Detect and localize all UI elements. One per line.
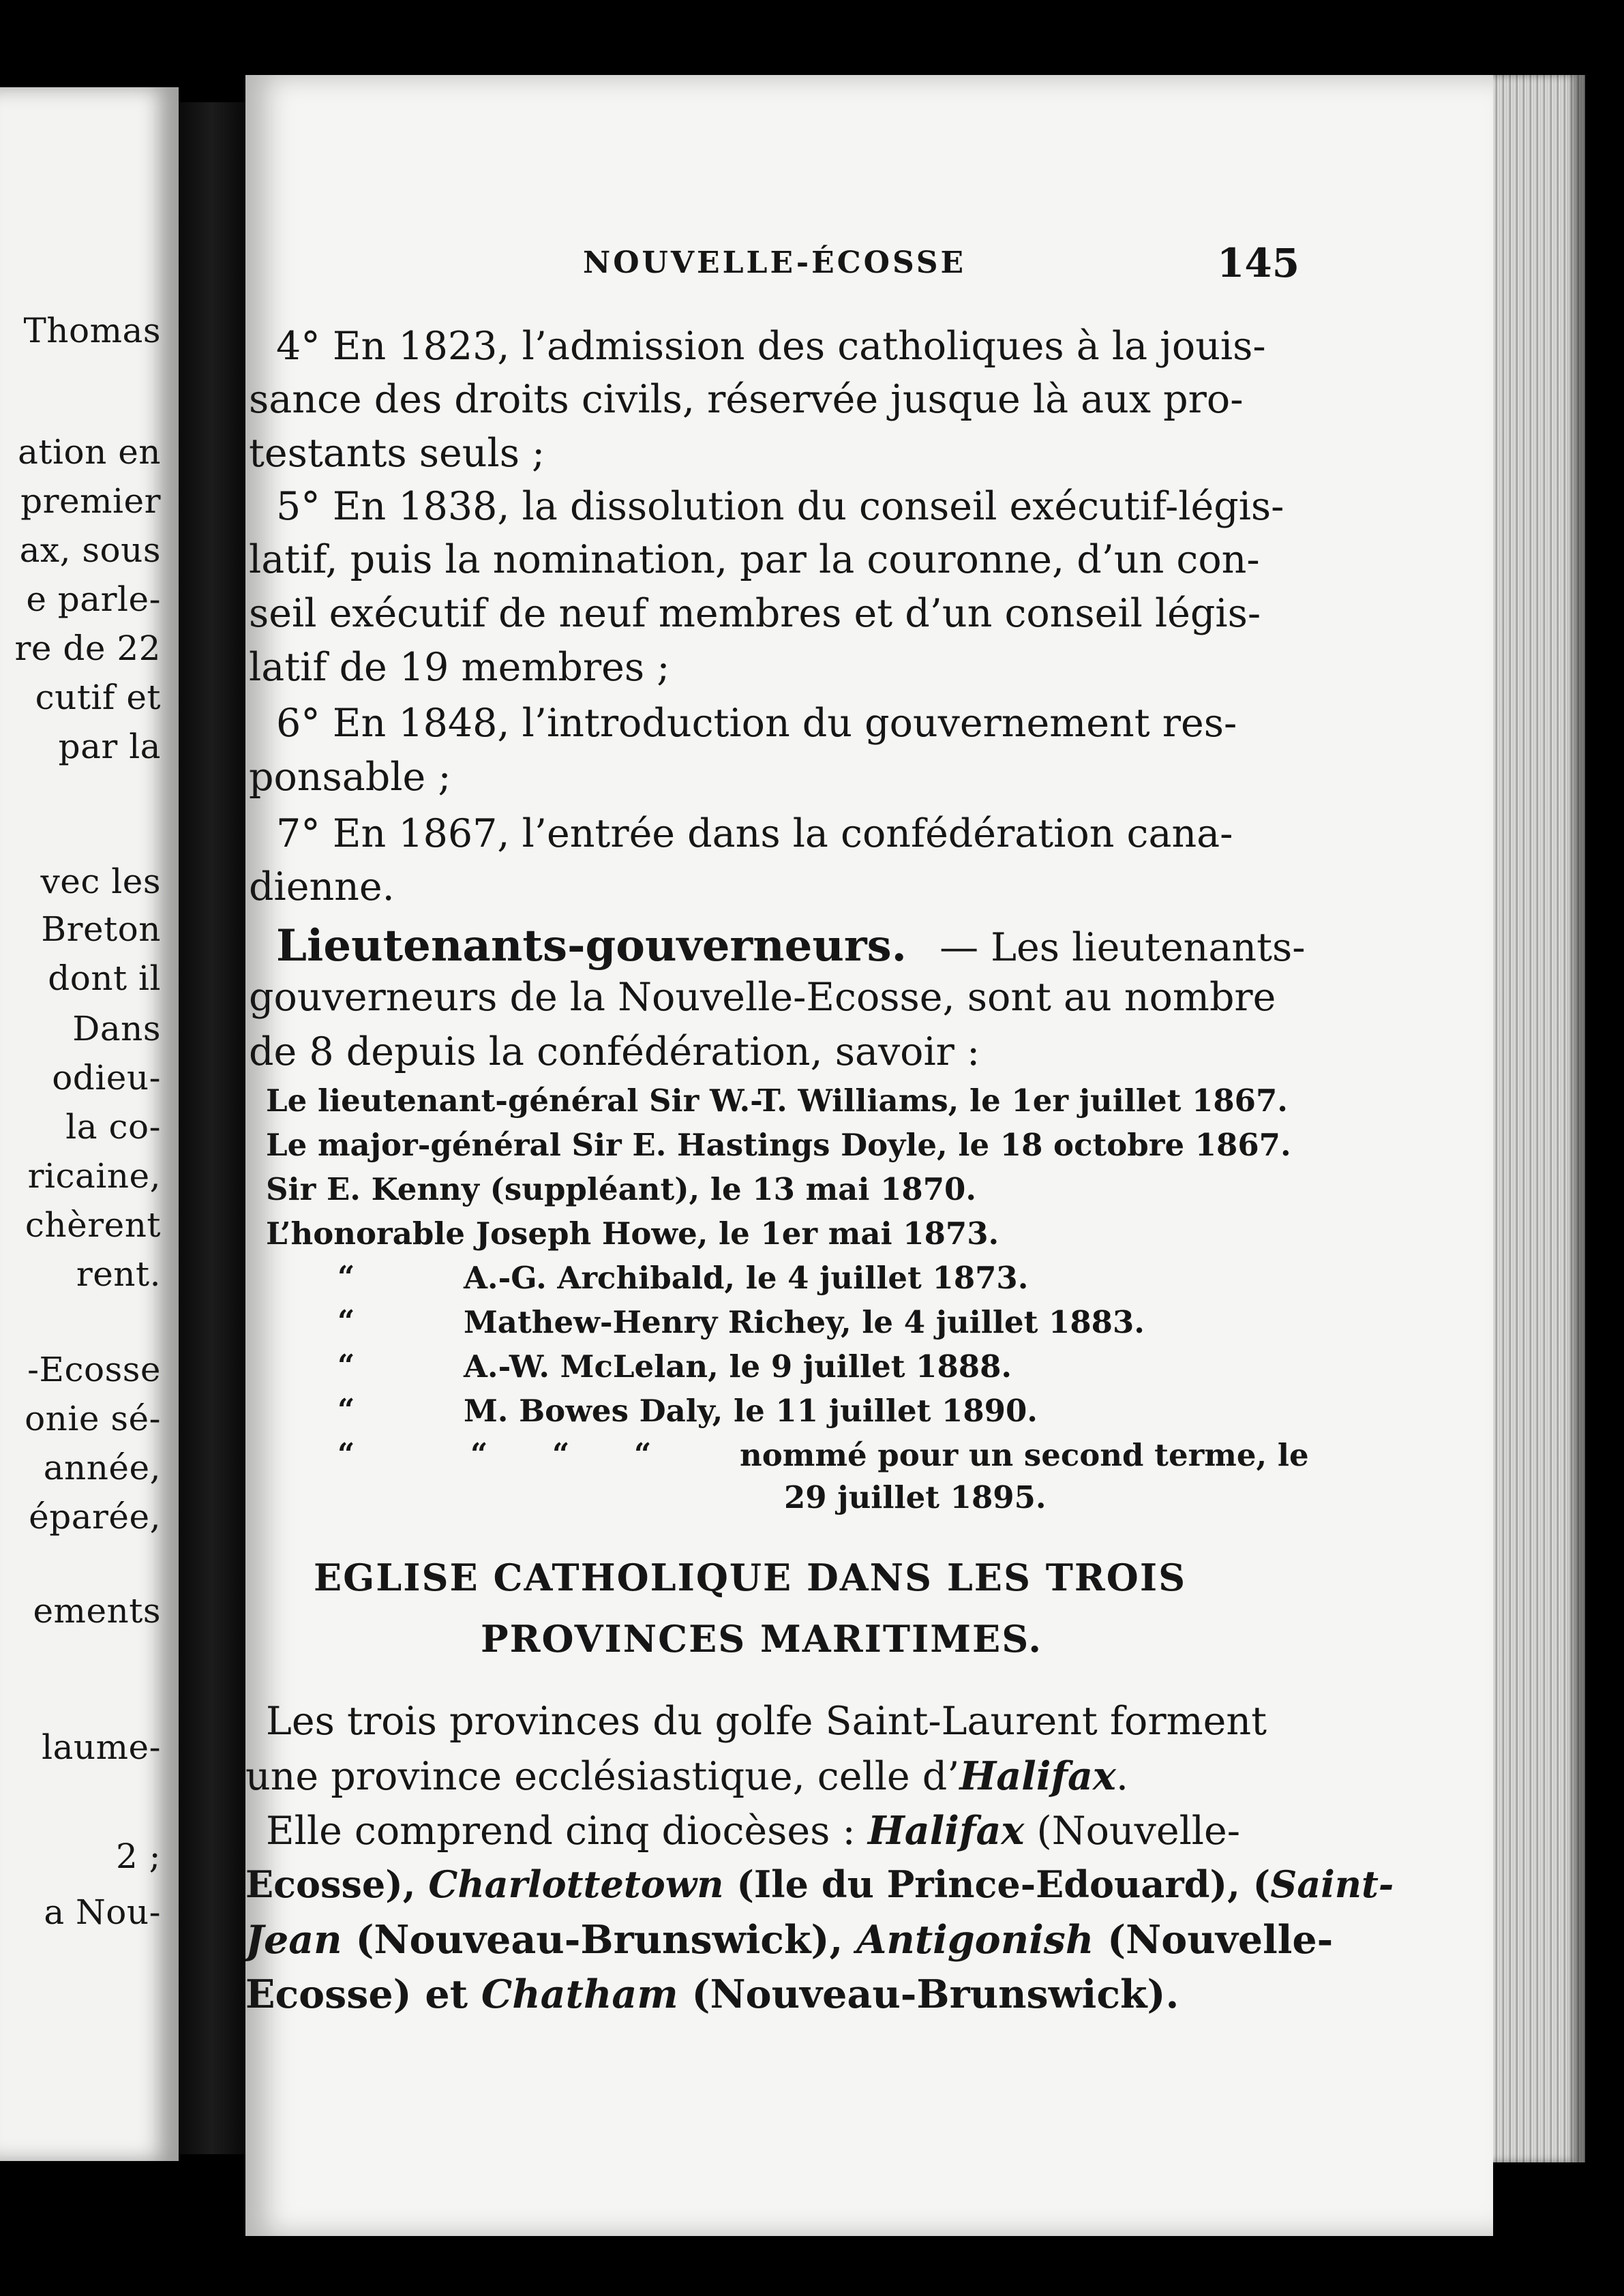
governor-entry: Sir E. Kenny (suppléant), le 13 mai 1870.: [266, 1171, 977, 1207]
paragraph-line: [266, 1808, 1240, 1854]
text-run: (Nouvelle-: [1094, 1917, 1334, 1963]
italic-place: Halifax: [959, 1753, 1116, 1799]
left-page-line: Dans: [72, 1009, 161, 1048]
italic-place: Antigonish: [856, 1917, 1094, 1963]
paragraph-line: latif de 19 membres ;: [249, 645, 670, 690]
governor-entry: Mathew-Henry Richey, le 4 juillet 1883.: [464, 1304, 1145, 1340]
left-page-line: ements: [33, 1591, 161, 1631]
ditto-mark: “: [552, 1437, 570, 1472]
ditto-mark: “: [337, 1437, 355, 1472]
governor-entry: A.-G. Archibald, le 4 juillet 1873.: [464, 1260, 1029, 1296]
left-page-line: ricaine,: [27, 1156, 161, 1196]
text-run: Ecosse),: [245, 1862, 429, 1906]
text-run: une province ecclésiastique, celle d’: [245, 1754, 960, 1799]
text-run: Elle comprend cinq diocèses :: [266, 1809, 868, 1854]
paragraph-line: seil exécutif de neuf membres et d’un conseil légis-: [249, 591, 1261, 636]
ditto-mark: “: [337, 1260, 355, 1295]
left-facing-page: [0, 87, 179, 2161]
paragraph-line: latif, puis la nomination, par la couronne, d’un con-: [249, 537, 1260, 582]
italic-place: Chatham: [481, 1972, 678, 2017]
left-page-line: rent.: [76, 1254, 161, 1294]
text-run: Ecosse) et: [245, 1972, 481, 2017]
left-page-line: éparée,: [29, 1497, 161, 1537]
paragraph-line: de 8 depuis la confédération, savoir :: [249, 1029, 980, 1074]
text-run: (Ile du Prince-Edouard), (: [723, 1862, 1271, 1906]
section-heading: PROVINCES MARITIMES.: [481, 1617, 1043, 1661]
governor-entry: A.-W. McLelan, le 9 juillet 1888.: [464, 1348, 1012, 1385]
left-page-line: Breton: [41, 909, 161, 949]
page-number: 145: [1217, 240, 1300, 286]
governor-entry: 29 juillet 1895.: [784, 1479, 1047, 1515]
left-page-line: ation en: [18, 432, 161, 472]
paragraph-line: dienne.: [249, 864, 395, 909]
ditto-mark: “: [634, 1437, 652, 1472]
italic-place: Jean: [245, 1917, 342, 1963]
paragraph-line: [245, 1917, 1333, 1963]
left-page-line: re de 22: [14, 629, 161, 668]
left-page-line: chèrent: [25, 1205, 161, 1245]
right-page: [245, 75, 1493, 2236]
paragraph-line: 5° En 1838, la dissolution du conseil exécutif-légis-: [276, 484, 1284, 529]
running-head: NOUVELLE-ÉCOSSE: [583, 245, 967, 280]
section-heading: EGLISE CATHOLIQUE DANS LES TROIS: [314, 1556, 1187, 1599]
left-page-line: dont il: [48, 958, 161, 998]
book-gutter: [179, 102, 252, 2154]
governor-entry: Le major-général Sir E. Hastings Doyle, le 18 octobre 1867.: [266, 1127, 1291, 1163]
left-page-line: année,: [43, 1448, 161, 1487]
text-run: (Nouveau-Brunswick).: [678, 1972, 1179, 2017]
left-page-line: laume-: [42, 1727, 161, 1767]
paragraph-line: sance des droits civils, réservée jusque là aux pro-: [249, 377, 1244, 422]
text-run: .: [1115, 1754, 1129, 1799]
left-page-line: vec les: [40, 862, 161, 901]
paragraph-line: 6° En 1848, l’introduction du gouvernement res-: [276, 701, 1237, 746]
ditto-mark: “: [337, 1304, 355, 1339]
left-page-line: -Ecosse: [27, 1350, 161, 1389]
italic-place: Halifax: [867, 1808, 1025, 1854]
paragraph-line: ponsable ;: [249, 755, 451, 800]
left-page-line: onie sé-: [25, 1399, 161, 1438]
governor-entry: M. Bowes Daly, le 11 juillet 1890.: [464, 1393, 1038, 1429]
paragraph-line: 4° En 1823, l’admission des catholiques à la jouis-: [276, 324, 1266, 369]
left-page-line: 2 ;: [115, 1837, 161, 1876]
left-page-line: par la: [58, 727, 161, 766]
left-page-line: odieu-: [52, 1058, 161, 1098]
italic-place: Charlottetown: [428, 1862, 724, 1906]
ditto-mark: “: [337, 1348, 355, 1383]
paragraph-line: [245, 1862, 1394, 1906]
page-header: [245, 240, 1493, 300]
lieutenants-line-rest: — Les lieutenants-: [939, 925, 1306, 970]
paragraph-line: [245, 1753, 1128, 1799]
governor-entry: Le lieutenant-général Sir W.-T. Williams, le 1er juillet 1867.: [266, 1083, 1288, 1119]
left-page-line: premier: [20, 481, 161, 521]
ditto-mark: “: [337, 1393, 355, 1428]
left-page-line: a Nou-: [44, 1892, 161, 1932]
governor-entry: nommé pour un second terme, le: [740, 1437, 1309, 1473]
left-page-line: cutif et: [35, 678, 161, 717]
ditto-mark: “: [470, 1437, 488, 1472]
lieutenants-intro-line: [276, 920, 1306, 971]
governor-entry: L’honorable Joseph Howe, le 1er mai 1873.: [266, 1215, 999, 1252]
page-edges: [1493, 75, 1585, 2162]
section-title: Lieutenants-gouverneurs.: [276, 920, 907, 971]
left-page-line: la co-: [65, 1107, 161, 1147]
text-run: (Nouvelle-: [1024, 1809, 1241, 1854]
paragraph-line: gouverneurs de la Nouvelle-Ecosse, sont au nombre: [249, 975, 1276, 1020]
italic-place: Saint-: [1270, 1862, 1394, 1906]
paragraph-line: testants seuls ;: [249, 431, 545, 476]
left-page-line: ax, sous: [19, 530, 161, 570]
left-page-line: Thomas: [23, 311, 161, 350]
paragraph-line: [245, 1972, 1179, 2017]
paragraph-line: Les trois provinces du golfe Saint-Laurent forment: [266, 1699, 1267, 1744]
left-page-line: e parle-: [26, 579, 161, 619]
paragraph-line: 7° En 1867, l’entrée dans la confédération cana-: [276, 811, 1233, 856]
text-run: (Nouveau-Brunswick),: [342, 1917, 857, 1963]
